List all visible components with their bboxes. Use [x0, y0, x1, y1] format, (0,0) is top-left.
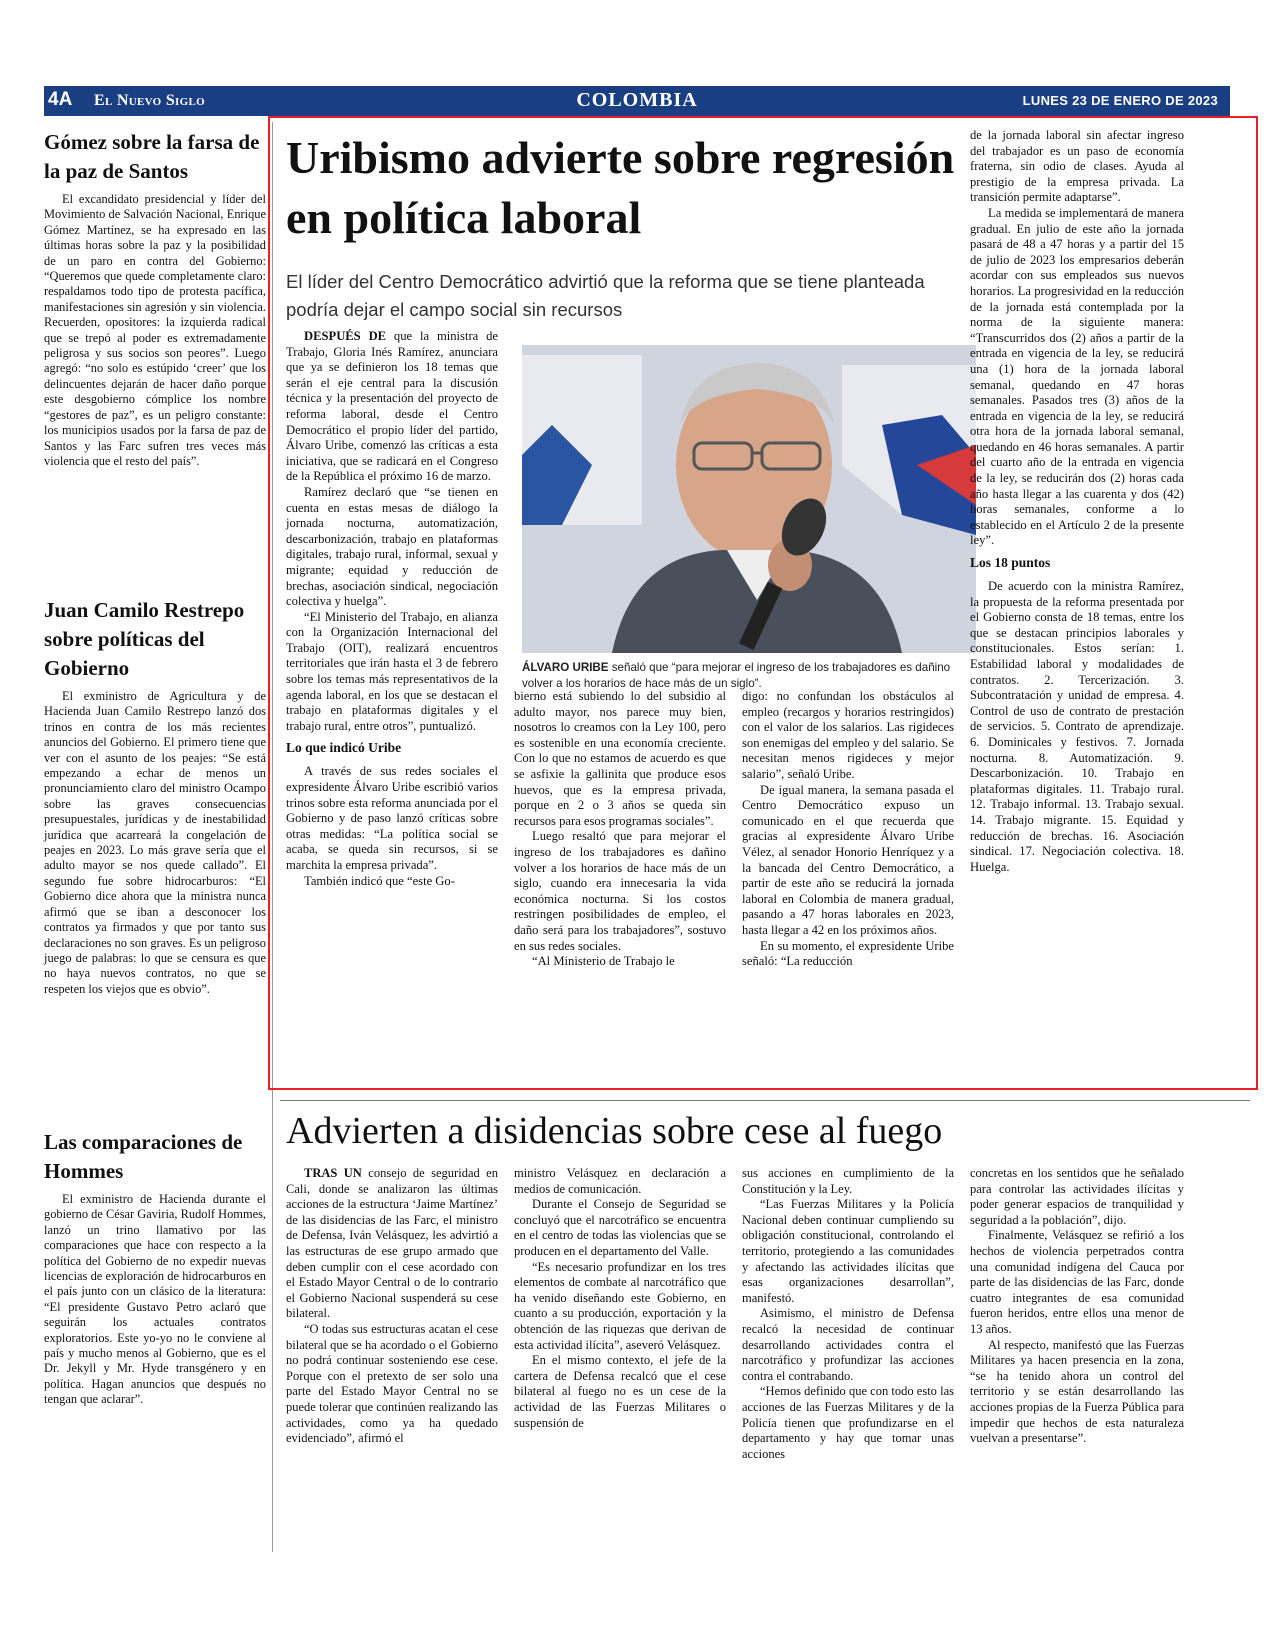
- main-col-2: [514, 689, 726, 970]
- paragraph: “Es necesario profundizar en los tres elementos de combate al narcotráfico que ha venido diseñando este Gobierno, en cuanto a su producción, exportación y la obtención de las riquezas que derivan de esta actividad ilícita”, aseveró Velásquez.: [514, 1259, 726, 1352]
- sidebar-brief-gomez: [44, 128, 266, 469]
- paragraph: En el mismo contexto, el jefe de la cartera de Defensa recalcó que el cese bilateral al fuego no es un cese de la actividad de las Fuerzas Militares o suspensión de: [514, 1353, 726, 1430]
- paragraph: Al respecto, manifestó que las Fuerzas Militares ya hacen presencia en la zona, “se ha tenido ahora un control del territorio y se están desarrollando las acciones propias de la Fuerza Pública para impedir que hechos de esta naturaleza vuelvan a presentarse”.: [970, 1337, 1184, 1446]
- paragraph: Luego resaltó que para mejorar el ingreso de los trabajadores es dañino volver a los horarios de hace más de un siglo, cuando era innecesaria la vida económica nocturna. Si los costos restringen posibilidades de empleo, el daño será para los trabajadores”, sostuvo en sus redes sociales.: [514, 829, 726, 953]
- paragraph: concretas en los sentidos que he señalado para controlar las actividades ilícitas y poder generar espacios de tranquilidad y seguridad a la población”, dijo.: [970, 1166, 1184, 1227]
- speaker-photo-icon: [522, 345, 976, 653]
- paragraph: consejo de seguridad en Cali, donde se analizaron las últimas acciones de la estructura ‘Jaime Martínez’ de las disidencias de las Farc, el ministro de Defensa, Iván Velásquez, les advirtió a las estructuras de ese grupo armado que deben cumplir con el cese acordado con el Estado Mayor Central o de lo contrario el Gobierno Nacional suspenderá su cese bilateral.: [286, 1166, 498, 1321]
- main-col-1: [286, 329, 498, 889]
- paragraph: “O todas sus estructuras acatan el cese bilateral que se ha acordado o el Gobierno no podrá continuar sosteniendo ese cese. Porque con el pretexto de ser solo una parte del Estado Mayor Central no se puede tolerar que continúen realizando las actividades, como ya ha quedado evidenciado”, afirmó el: [286, 1321, 498, 1446]
- paragraph: que la ministra de Trabajo, Gloria Inés Ramírez, anunciara que ya se definieron los 18 temas que serán el eje central para la discusión técnica y la presentación del proyecto de reforma laboral, desde el Centro Democrático el propio líder del partido, Álvaro Uribe, comenzó las críticas a esta iniciativa, que se radicará en el Congreso de la República el próximo 16 de marzo.: [286, 329, 498, 484]
- brief-body: El excandidato presidencial y líder del Movimiento de Salvación Nacional, Enrique Gómez Martínez, se ha expresado en las últimas horas sobre la paz y la posibilidad de un paro en contra del Gobierno: “Queremos que quede completamente claro: respaldamos todo tipo de protesta pacífica, manifestaciones sin agresión y sin violencia. Recuerden, opositores: la izquierda radical que se trepó al poder es extremadamente peligrosa y sus socios son peores”. Luego agregó: “no solo es estúpido ‘creer’ que los delincuentes dejarán de hacer daño porque este desgobierno cómplice los nombre “gestores de paz”, es un peligro constante: los municipios usados por la farsa de paz de Santos y las Farc sufren tres veces más violencia que el resto del país”.: [44, 192, 266, 468]
- paragraph: de la jornada laboral sin afectar ingreso del trabajador es un paso de economía fraterna, sin odio de clases. Ayuda al prestigio de la empresa privada. La transición permite adaptarse”.: [970, 128, 1184, 205]
- paragraph: ministro Velásquez en declaración a medios de comunicación.: [514, 1166, 726, 1196]
- lead-in: TRAS UN: [304, 1166, 362, 1180]
- main-deck: El líder del Centro Democrático advirtió que la reforma que se tiene planteada podría dejar el campo social sin recursos: [286, 271, 925, 320]
- page-number: 4A: [48, 89, 73, 110]
- paragraph: bierno está subiendo lo del subsidio al adulto mayor, nos parece muy bien, nosotros lo creamos con la Ley 100, pero es sostenible en una economía creciente. Con lo que no estamos de acuerdo es que se asfixie la gallinita que produce esos huevos, que es la empresa privada, porque en 2 o 3 años se queda sin recursos para esos programas sociales”.: [514, 689, 726, 828]
- paragraph: Asimismo, el ministro de Defensa recalcó la necesidad de continuar desarrollando actividades contra el narcotráfico y profundizar las acciones contra el contrabando.: [742, 1306, 954, 1383]
- paragraph: digo: no confundan los obstáculos al empleo (recargos y horarios restringidos) con el valor de los salarios. Las rigideces son enemigas del empleo y del salario. Se necesitan menos rigideces y mejor salario”, señaló Uribe.: [742, 689, 954, 781]
- paragraph: Ramírez declaró que “se tienen en cuenta en estas mesas de diálogo la jornada nocturna, automatización, descarbonización, trabajo en plataformas digitales, trabajo rural, informal, sexual y migrante; equidad y reducción de brechas, asociación sindical, negociación colectiva y huelga”.: [286, 484, 498, 609]
- newspaper-name: El Nuevo Siglo: [94, 92, 205, 109]
- paragraph: De igual manera, la semana pasada el Centro Democrático expuso un comunicado en el que recuerda que gracias al expresidente Álvaro Uribe Vélez, al senador Honorio Henríquez y a la bancada del Centro Democrático, a partir de este año se reducirá la jornada laboral en Colombia de manera gradual, pasando a 47 horas laborales en 2023, hasta llegar a 42 en los próximos años.: [742, 782, 954, 937]
- paragraph: La medida se implementará de manera gradual. En julio de este año la jornada pasará de 48 a 47 horas y a partir del 15 de julio de 2023 los empresarios deberán acordar con sus empleados sus nuevos horarios. La progresividad en la reducción de la jornada está contemplada por la norma de la siguiente manera: “Transcurridos dos (2) años a partir de la entrada en vigencia de la ley, se reducirá una (1) hora de la jornada laboral semanal, quedando en 47 horas semanales. Pasados tres (3) años de la entrada en vigencia de la ley, se reducirá otra hora de la jornada laboral semanal, quedando en 46 horas semanales. A partir del cuarto año de la entrada en vigencia de la ley, se reducirán dos (2) horas cada año hasta llegar a las cuarenta y dos (42) horas semanales, conforme a lo establecido en el Artículo 2 de la presente ley”.: [970, 205, 1184, 548]
- masthead-bar: [44, 86, 1230, 116]
- paragraph: “Las Fuerzas Militares y la Policía Nacional deben continuar cumpliendo su obligación constitucional, controlando el territorio, protegiendo a las comunidades y afectando las actividades ilícitas que esas organizaciones desarrollan”, manifestó.: [742, 1197, 954, 1305]
- paragraph: “El Ministerio del Trabajo, en alianza con la Organización Internacional del Trabajo (OIT), realizará encuentros territoriales que irán hasta el 3 de febrero sobre los temas más representativos de la agenda laboral, en los que se destacan el trabajo en plataformas digitales y el trabajo rural, entre otros”, puntualizó.: [286, 609, 498, 733]
- brief-title: Las comparaciones de Hommes: [44, 1130, 243, 1183]
- brief-body: El exministro de Hacienda durante el gobierno de César Gaviria, Rudolf Hommes, lanzó un trino llamativo por las comparaciones que hace con respecto a la política del Gobierno de no expedir nuevas licencias de exploración de hidrocarburos en el país junto con un clásico de la literatura: “El presidente Gustavo Petro aclaró que seguirán los actuales contratos exploratorios. Este yo-yo no le conviene al país y mucho menos al Gobierno, que es el Dr. Jekyll y Mr. Hyde transgénero y en política. Hagan anuncios que después no tengan que aclarar”.: [44, 1192, 266, 1407]
- brief-title: Juan Camilo Restrepo sobre políticas del Gobierno: [44, 598, 245, 680]
- main-col-3: [742, 689, 954, 970]
- caption-name: ÁLVARO URIBE: [522, 661, 609, 674]
- paragraph: Durante el Consejo de Seguridad se concluyó que el narcotráfico se encuentra en el centro de todas las violencias que se producen en el departamento del Valle.: [514, 1197, 726, 1258]
- lead-in: DESPUÉS DE: [304, 329, 387, 343]
- second-col-4: [970, 1166, 1184, 1447]
- caption-text: señaló que “para mejorar el ingreso de los trabajadores es dañino volver a los horarios de hace más de un siglo”.: [522, 661, 951, 690]
- paragraph: De acuerdo con la ministra Ramírez, la propuesta de la reforma presentada por el Gobierno consta de 18 temas, entre los que se destacan principios laborales y constitucionales. Estos serían: 1. Estabilidad laboral y modalidades de contratos. 2. Tercerización. 3. Subcontratación y unidad de empresa. 4. Control de uso de contrato de prestación de servicios. 5. Contrato de aprendizaje. 6. Dominicales y festivos. 7. Jornada nocturna. 8. Automatización. 9. Descarbonización. 10. Trabajo en plataformas digitales. 11. Trabajo rural. 12. Trabajo informal. 13. Trabajo sexual. 14. Trabajo migrante. 15. Equidad y reducción de brechas. 16. Asociación sindical. 17. Negociación colectiva. 18. Huelga.: [970, 579, 1184, 874]
- sidebar-brief-hommes: [44, 1128, 266, 1408]
- issue-date: LUNES 23 DE ENERO DE 2023: [1022, 93, 1218, 108]
- sidebar-brief-restrepo: [44, 596, 266, 997]
- section-rule: [280, 1100, 1250, 1101]
- paragraph: “Hemos definido que con todo esto las acciones de las Fuerzas Militares y de la Policía tienen que profundizarse en el departamento y hay que tomar unas acciones: [742, 1384, 954, 1461]
- main-col-4: [970, 128, 1184, 875]
- article-photo: [522, 345, 976, 653]
- paragraph: A través de sus redes sociales el expresidente Álvaro Uribe escribió varios trinos sobre esta reforma anunciada por el Gobierno y de paso lanzó críticas sobre otras medidas: “La política social se acaba, se queda sin recursos, si se marchita la empresa privada”.: [286, 764, 498, 872]
- paragraph: Finalmente, Velásquez se refirió a los hechos de violencia perpetrados contra una comunidad indígena del Cauca por parte de las disidencias de las Farc, donde cuatro integrantes de esa comunidad fueron heridos, entre ellos una menor de 13 años.: [970, 1228, 1184, 1336]
- paragraph: También indicó que “este Go-: [304, 873, 455, 888]
- subhead: Lo que indicó Uribe: [286, 740, 402, 756]
- main-headline: Uribismo advierte sobre regresión en política laboral: [286, 132, 955, 243]
- second-col-1: [286, 1166, 498, 1447]
- photo-caption: [522, 660, 982, 692]
- brief-title: Gómez sobre la farsa de la paz de Santos: [44, 130, 260, 183]
- paragraph: En su momento, el expresidente Uribe señaló: “La reducción: [742, 938, 954, 969]
- paragraph: “Al Ministerio de Trabajo le: [532, 954, 675, 969]
- second-col-2: [514, 1166, 726, 1431]
- second-col-3: [742, 1166, 954, 1462]
- second-headline: Advierten a disidencias sobre cese al fuego: [286, 1110, 943, 1152]
- section-title: COLOMBIA: [576, 89, 698, 111]
- subhead: Los 18 puntos: [970, 555, 1051, 571]
- brief-body: El exministro de Agricultura y de Hacienda Juan Camilo Restrepo lanzó dos trinos en contra de los más recientes anuncios del Gobierno. El primero tiene que ver con el asunto de los peajes: “Se está empezando a echar de menos un pronunciamiento claro del ministro Ocampo sobre las graves consecuencias presupuestales, jurídicas y de inestabilidad jurídica que acarreará la congelación de peajes en 2023. Lo más grave sería que el adulto mayor se nos quede callado”. El segundo fue sobre hidrocarburos: “El Gobierno dice ahora que la ministra nunca afirmó que se iban a desconocer los contratos ya firmados y que por tanto sus declaraciones no son graves. Es un peligroso juego de palabras: lo que se censura es que no haya nuevos contratos, no que se respeten los viejos que es obvio”.: [44, 689, 266, 996]
- paragraph: sus acciones en cumplimiento de la Constitución y la Ley.: [742, 1166, 954, 1196]
